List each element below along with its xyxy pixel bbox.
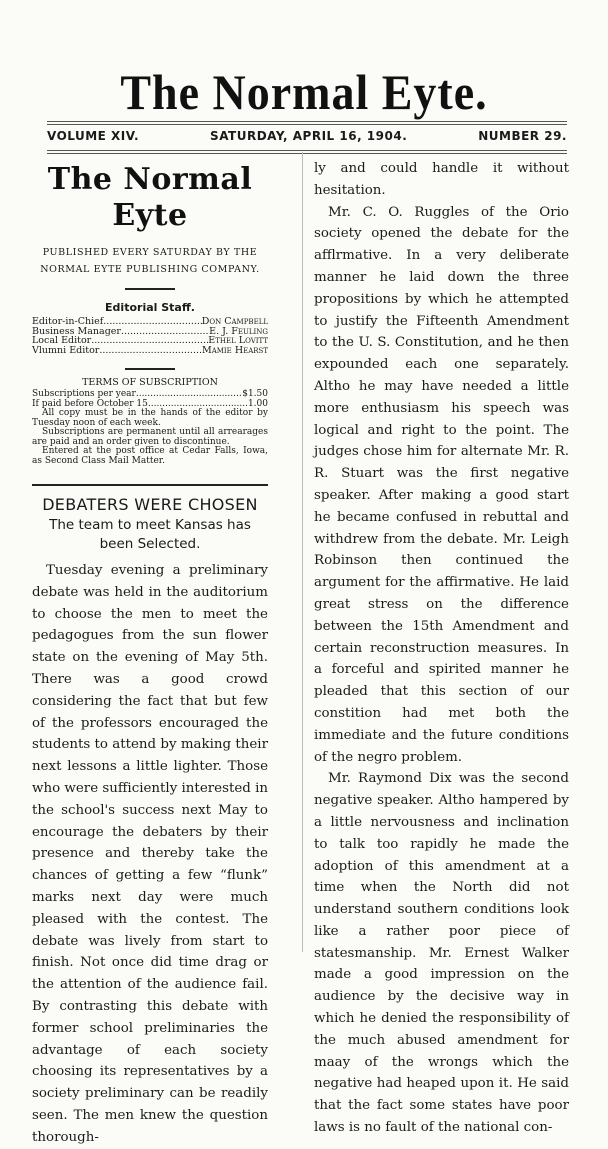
short-rule bbox=[125, 288, 175, 290]
article-paragraph: Mr. C. O. Ruggles of the Orio society opened the debate for the afflrmative. In a very deliberate manner he laid down the three propositions by which he attempted to justify the Fifteenth Amendment to the U. S. Constitution, and he then expounded each one separately. Altho he may have needed a little more enthusiasm his speech was logical and right to the point. The judges chose him for alternate Mr. R. R. Stuart was the first negative speaker. After making a good start he became confused in rebuttal and withdrew from the debate. Mr. Leigh Robinson then continued the argument for the affirmative. He laid great stress on the difference between the 15th Amendment and certain reconstruction measures. In a forceful and spirited manner he pleaded that this section of our constition had met both the immediate and the future conditions of the negro problem. bbox=[314, 204, 569, 765]
article-paragraph: Mr. Raymond Dix was the second negative speaker. Altho hampered by a little nervousness and inclination to talk too rapidly he made the adoption of this amendment at a time when the North did not understand southern conditions look like a rather poor piece of statesmanship. Mr. Ernest Walker made a good impression on the audience by the decisive way in which he denied the responsibility of the much abused amendment for maay of the wrongs which the negative had heaped upon it. He said that the fact some states have poor laws is no fault of the national con- bbox=[314, 771, 569, 1136]
leader-dots bbox=[99, 346, 202, 356]
leader-dots bbox=[136, 390, 242, 400]
article bbox=[32, 494, 268, 1149]
issue-number: NUMBER 29. bbox=[478, 129, 567, 143]
staff-name: E. J. Feuling bbox=[209, 325, 268, 337]
masthead-title: The Normal Eyte. bbox=[120, 64, 488, 121]
right-column bbox=[314, 158, 569, 1139]
article-paragraph: Tuesday evening a preliminary debate was held in the auditorium to choose the men to meet the pedagogues from the sun flower state on the evening of May 5th. There was a good crowd considering the fact that but few of the professors encouraged the students to attend by making their next lessons a little lighter. Those who were sufficiently interested in the school's success next May to encourage the debaters by their presence and thereby take the chances of getting a few “flunk” marks next day were much pleased with the contest. The debate was lively from start to finish. Not once did time drag or the attention of the audience fail. By contrasting this debate with former school preliminaries the advantage of each society choosing its representatives by a society preliminary can be readily seen. The men knew the question thorough- bbox=[32, 563, 268, 1145]
terms-note: Entered at the post office at Cedar Falls, Iowa, as Second Class Mail Matter. bbox=[32, 446, 268, 466]
masthead-bottom-rule bbox=[47, 150, 567, 154]
staff-name: Mamie Hearst bbox=[201, 344, 268, 356]
article-continuation: ly and could handle it without hesitation. bbox=[314, 161, 569, 198]
section-rule bbox=[32, 484, 268, 486]
short-rule bbox=[125, 368, 175, 370]
article-subhead: The team to meet Kansas has been Selected. bbox=[49, 517, 251, 552]
terms-note: Subscriptions are permanent until all arrearages are paid and an order given to discontinue. bbox=[32, 427, 268, 447]
staff-role: Local Editor bbox=[32, 335, 92, 346]
terms-value: $1.50 bbox=[242, 389, 268, 399]
left-column bbox=[32, 160, 268, 1149]
info-box-title: The Normal Eyte bbox=[47, 162, 253, 233]
leader-dots bbox=[121, 327, 209, 337]
published-line-2: NORMAL EYTE PUBLISHING COMPANY. bbox=[40, 264, 260, 275]
staff-role: Editor-in-Chief bbox=[32, 316, 104, 327]
terms-note: All copy must be in the hands of the editor by Tuesday noon of each week. bbox=[32, 408, 268, 428]
info-box bbox=[32, 162, 268, 466]
staff-role: Vlumni Editor bbox=[32, 344, 100, 356]
staff-list bbox=[32, 317, 268, 355]
staff-role: Business Manager bbox=[32, 325, 121, 337]
leader-dots bbox=[91, 336, 208, 346]
terms-value: 1.00 bbox=[247, 398, 268, 409]
staff-heading: Editorial Staff. bbox=[105, 301, 195, 314]
volume-label: VOLUME XIV. bbox=[47, 129, 140, 143]
published-line-1: PUBLISHED EVERY SATURDAY BY THE bbox=[42, 247, 258, 258]
article-headline: DEBATERS WERE CHOSEN bbox=[42, 495, 258, 514]
staff-name: Ethel Lovitt bbox=[208, 335, 268, 346]
staff-name: Don Campbell bbox=[201, 316, 268, 327]
dateline bbox=[47, 127, 567, 145]
issue-date: SATURDAY, APRIL 16, 1904. bbox=[210, 129, 408, 143]
terms-label: Subscriptions per year bbox=[32, 389, 136, 399]
terms-heading: TERMS OF SUBSCRIPTION bbox=[82, 377, 218, 388]
masthead-top-rule bbox=[47, 121, 567, 125]
staff-row bbox=[32, 346, 268, 356]
column-divider bbox=[302, 152, 303, 952]
terms-label: If paid before October 15 bbox=[32, 398, 148, 409]
